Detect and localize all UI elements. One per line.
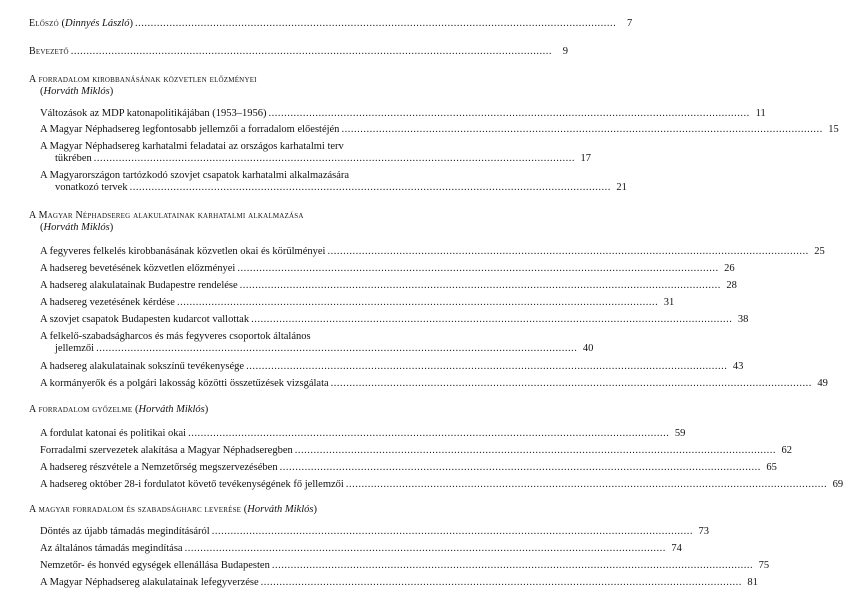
toc-page-number: 81 [747,577,758,588]
leader-dots: .......................................................................................................................................................... [279,462,761,473]
toc-entry-title: Nemzetőr- és honvéd egységek ellenállása Budapesten [40,560,270,571]
toc-entry-line: A felkelő-szabadságharcos és más fegyveres csoportok általános [40,331,311,342]
toc-page-number: 69 [832,479,843,490]
toc-entry [40,560,770,572]
section-heading-row: A magyar forradalom és szabadságharc leverése (Horváth Miklós) [29,504,317,515]
toc-page-number: 7 [626,18,633,29]
leader-dots: .......................................................................................................................................................... [184,543,666,554]
section-heading-row: A forradalom győzelme (Horváth Miklós) [29,404,209,415]
leader-dots: .......................................................................................................................................................... [345,479,828,490]
toc-entry-title: A hadsereg október 28-i fordulatot követő tevékenységének fő jellemzői [40,479,344,490]
leader-dots: .......................................................................................................................................................... [211,526,693,537]
toc-entry-title: Az általános támadás megindítása [40,543,183,554]
toc-entry-title: A fegyveres felkelés kirobbanásának közvetlen okai és körülményei [40,246,326,257]
section-heading: A Magyar Néphadsereg alakulatainak karhatalmi alkalmazása [29,210,304,221]
toc-page-number: 31 [663,297,675,308]
toc-entry-title: A hadsereg bevetésének közvetlen előzményei [40,263,236,274]
toc-entry [40,445,793,457]
toc-entry [40,462,777,474]
section-heading: A magyar forradalom és szabadságharc leverése [29,504,242,515]
toc-page-number: 73 [698,526,709,537]
leader-dots: .......................................................................................................................................................... [260,577,742,588]
toc-page-number: 17 [580,153,591,164]
toc-entry-title: A kormányerők és a polgári lakosság közötti összetűzések vizsgálata [40,378,329,389]
leader-dots: .......................................................................................................................................................... [341,124,823,135]
toc-page-number: 9 [562,46,569,57]
toc-entry-title: vonatkozó tervek [55,182,128,193]
toc-entry-title: Forradalmi szervezetek alakítása a Magyar Néphadseregben [40,445,293,456]
toc-page-number: 74 [671,543,682,554]
toc-entry [55,343,594,355]
leader-dots: .......................................................................................................................................................... [188,428,670,439]
toc-entry-title: Bevezető [29,46,69,57]
toc-entry-title: tükrében [55,153,92,164]
leader-dots: .......................................................................................................................................................... [268,108,750,119]
toc-entry [40,124,839,136]
toc-entry [40,263,735,275]
toc-entry [40,314,749,326]
toc-entry-title: A szovjet csapatok Budapesten kudarcot vallottak [40,314,250,325]
leader-dots: .......................................................................................................................................................... [294,445,777,456]
toc-page-number: 15 [828,124,839,135]
toc-page-number: 65 [766,462,777,473]
toc-page-number: 59 [674,428,686,439]
toc-page-number: 49 [817,378,828,389]
leader-dots: .......................................................................................................................................................... [271,560,754,571]
toc-entry-title: A Magyar Néphadsereg alakulatainak lefegyverzése [40,577,259,588]
toc-entry-title: A hadsereg részvétele a Nemzetőrség megszervezésében [40,462,278,473]
toc-entry [40,479,843,491]
toc-page-number: 26 [724,263,735,274]
toc-entry [40,108,766,120]
toc-entry [40,361,744,373]
toc-entry-title: A hadsereg vezetésének kérdése [40,297,175,308]
toc-entry-eloszo [29,18,633,30]
toc-entry [40,543,682,555]
toc-page-number: 38 [737,314,749,325]
toc-page-number: 25 [814,246,825,257]
section-heading: A forradalom kirobbanásának közvetlen előzményei [29,74,257,85]
toc-entry [55,182,627,194]
leader-dots: .......................................................................................................................................................... [134,18,617,29]
toc-entry-title: A hadsereg alakulatainak sokszínű tevékenysége [40,361,245,372]
leader-dots: .......................................................................................................................................................... [176,297,659,308]
toc-entry [40,526,709,538]
toc-page-number: 40 [582,343,594,354]
toc-page-number: 43 [732,361,744,372]
leader-dots: .......................................................................................................................................................... [246,361,728,372]
toc-page-number: 75 [758,560,770,571]
section-author: Horváth Miklós [247,504,314,515]
leader-dots: .......................................................................................................................................................... [330,378,812,389]
toc-entry-line: A Magyarországon tartózkodó szovjet csapatok karhatalmi alkalmazására [40,170,350,181]
section-author: (Horváth Miklós) [40,86,114,97]
leader-dots: .......................................................................................................................................................... [96,343,578,354]
toc-entry-title: A hadsereg alakulatainak Budapestre rendelése [40,280,238,291]
toc-entry-title: jellemzői [55,343,95,354]
toc-page-number: 62 [781,445,793,456]
leader-dots: .......................................................................................................................................................... [327,246,809,257]
toc-entry [40,577,758,589]
toc-entry-bevezeto [29,46,569,58]
toc-entry-title: Változások az MDP katonapolitikájában (1953–1956) [40,108,267,119]
section-author: (Horváth Miklós) [40,222,114,233]
toc-entry [40,246,825,258]
leader-dots: .......................................................................................................................................................... [239,280,721,291]
section-author: Horváth Miklós [138,404,205,415]
toc-page-number: 11 [755,108,766,119]
toc-entry [55,153,591,165]
leader-dots: .......................................................................................................................................................... [70,46,553,57]
section-heading: A forradalom győzelme [29,404,133,415]
toc-entry-line: A Magyar Néphadsereg karhatalmi feladatai az országos karhatalmi terv [40,141,344,152]
leader-dots: .......................................................................................................................................................... [251,314,733,325]
leader-dots: .......................................................................................................................................................... [237,263,719,274]
toc-entry-title: A Magyar Néphadsereg legfontosabb jellemzői a forradalom előestéjén [40,124,340,135]
leader-dots: .......................................................................................................................................................... [93,153,575,164]
toc-entry-title: A fordulat katonai és politikai okai [40,428,187,439]
toc-entry [40,297,675,309]
toc-entry [40,280,737,292]
toc-entry-title: Előszó (Dinnyés László) [29,18,133,29]
toc-page-number: 21 [616,182,627,193]
toc-entry [40,378,828,390]
toc-entry-title: Döntés az újabb támadás megindításáról [40,526,210,537]
toc-entry [40,428,686,440]
leader-dots: .......................................................................................................................................................... [129,182,611,193]
toc-page-number: 28 [726,280,737,291]
